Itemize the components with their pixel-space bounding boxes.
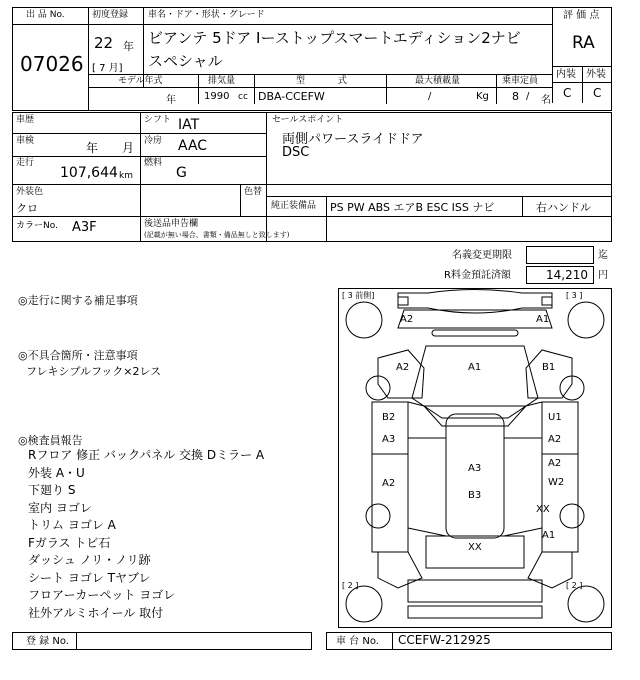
side-left [372,402,408,552]
interior-grade: C [563,86,572,100]
capacity-label: 乗車定員 [502,76,539,86]
fuel-label: 燃料 [144,158,163,168]
car-name-line2: スペシャル [148,52,223,70]
mark-rear-door-left: A2 [382,478,396,489]
mark-door-fr-top: U1 [548,412,562,423]
car-damage-diagram [338,288,612,628]
name-change-box [526,246,594,264]
docs-label: 後送品申告欄 [144,219,199,229]
model-year-unit: 年 [166,95,176,106]
lot-number: 07026 [20,52,84,76]
ext-color-label: 外装色 [16,187,44,197]
mark-front-bumper-right: A1 [536,314,550,325]
front-bumper [398,290,552,314]
mark-fender-left: A2 [396,362,410,373]
inspector-line: ダッシュ ノリ・ノリ跡 [28,553,151,567]
capacity-value: 8 [512,90,519,103]
sales-point-label: セールスポイント [272,115,344,125]
color-no-label: カラーNo. [16,221,58,231]
color-no-value: A3F [72,220,97,235]
displacement: 1990 [204,91,230,102]
wheel-tl [346,302,382,338]
equipment-list: PS PW ABS エアB ESC ISS ナビ [330,201,495,214]
name-change-label: 名義変更期限 [452,250,512,261]
mark-quarter-right-bottom: A1 [542,530,556,541]
inspector-line: Fガラス トビ石 [28,535,111,550]
model-code-label: 型 式 [296,76,347,86]
defects-line: フレキシブルフック×2レス [26,365,162,378]
chassis-number: CCEFW-212925 [398,633,491,647]
wheel-label-tl: [ 3 前側] [342,291,375,300]
shift-value: IAT [178,117,200,133]
wheel-tr [568,302,604,338]
reg-no-label: 登 録 No. [26,636,69,647]
equipment-label: 純正装備品 [271,201,317,211]
inspector-line: 室内 ヨゴレ [28,500,92,515]
inspector-line: 社外アルミホイール 取付 [28,605,164,620]
capacity-slash: / [526,91,530,102]
driving-notes-title: ◎走行に関する補足事項 [18,294,138,307]
first-reg-label: 初度登録 [92,10,129,20]
roof [446,414,504,538]
mark-roof-bottom: B3 [468,490,482,501]
defects-title: ◎不具合箇所・注意事項 [18,349,138,362]
model-code: DBA-CCEFW [258,90,325,103]
fuel-value: G [176,165,187,181]
car-name-line1: ビアンテ 5ドア Iーストップスマートエディション2ナビ [148,29,521,47]
load-slash: / [428,91,432,102]
mark-rear-door-right-bottom: W2 [548,477,565,488]
rear-quarter-left [378,552,422,588]
history-label: 車歴 [16,115,35,125]
interior-label: 内装 [556,69,576,80]
recycle-unit: 円 [598,270,608,281]
inspector-title: ◎検査員報告 [18,434,83,447]
inspector-line: 下廻り S [28,483,76,497]
mark-door-fl-top: B2 [382,412,396,423]
rear-bumper [408,580,542,602]
ac-value: AAC [178,138,208,154]
shaken-month-unit: 月 [122,141,135,155]
grille [432,330,518,336]
ac-label: 冷房 [144,136,163,146]
inspector-line: シート ヨゴレ Tヤブレ [28,570,151,585]
front-fender-left [378,350,424,398]
wheel-bl [346,586,382,622]
model-year-label: モデル年式 [118,76,163,86]
handle-side: 右ハンドル [536,201,591,214]
max-load-label: 最大積載量 [415,76,461,86]
sales-point-line2: DSC [282,145,310,160]
exterior-grade: C [593,86,602,100]
mark-roof-top: A3 [468,463,482,474]
mark-rear-door-right-top: A2 [548,458,562,469]
grade-label: 評 価 点 [563,10,600,21]
hood [412,346,538,418]
mark-door-fl-bottom: A3 [382,434,396,445]
displacement-label: 排気量 [208,76,236,86]
wheel-br [568,586,604,622]
mark-rear-panel: XX [468,542,482,553]
mark-front-bumper-left: A2 [400,314,414,325]
car-name-label: 車名・ドア・形状・グレード [148,10,265,20]
inspector-line: フロアーカーペット ヨゴレ [28,588,176,602]
wheel-label-tr: [ 3 ] [566,291,583,300]
displacement-unit: cc [238,92,248,102]
chassis-label: 車 台 No. [336,636,379,647]
name-change-unit: 迄 [598,250,608,261]
wheel-label-bl: [ 2 ] [342,581,359,590]
mileage-value: 107,644 [60,165,118,181]
reg-month: [ 7 月] [92,63,123,74]
ext-color-value: クロ [16,202,38,215]
color-change-label: 色替 [244,187,263,197]
shaken-year-unit: 年 [86,141,99,155]
recycle-label: R料金預託済額 [444,270,511,281]
load-unit: Kg [476,91,489,102]
shaken-label: 車検 [16,136,35,146]
inspector-line: 外装 A・U [28,465,85,480]
reg-year: 22 [94,34,114,52]
recycle-amount: 14,210 [546,268,588,282]
mark-door-fr-bottom: A2 [548,434,562,445]
exterior-label: 外装 [586,69,606,80]
reg-year-unit: 年 [123,40,134,53]
inspector-line: Rフロア 修正 バックパネル 交換 Dミラー A [28,448,265,462]
grade-value: RA [572,33,595,53]
mileage-unit: km [119,171,133,181]
mark-fender-right: B1 [542,362,556,373]
front-fender-right [526,350,572,398]
mark-quarter-right-top: XX [536,504,550,515]
lot-label: 出 品 No. [26,10,65,20]
sales-point-line1: 両側パワースライドドア [282,132,424,147]
mileage-label: 走行 [16,158,35,168]
mark-hood: A1 [468,362,482,373]
capacity-unit: 名 [541,95,551,106]
inspector-line: トリム ヨゴレ A [28,518,116,532]
docs-note: (記載が無い場合、書類・備品無しと致します) [144,231,290,239]
wheel-label-br: [ 2 ] [566,581,583,590]
shift-label: シフト [144,115,172,125]
